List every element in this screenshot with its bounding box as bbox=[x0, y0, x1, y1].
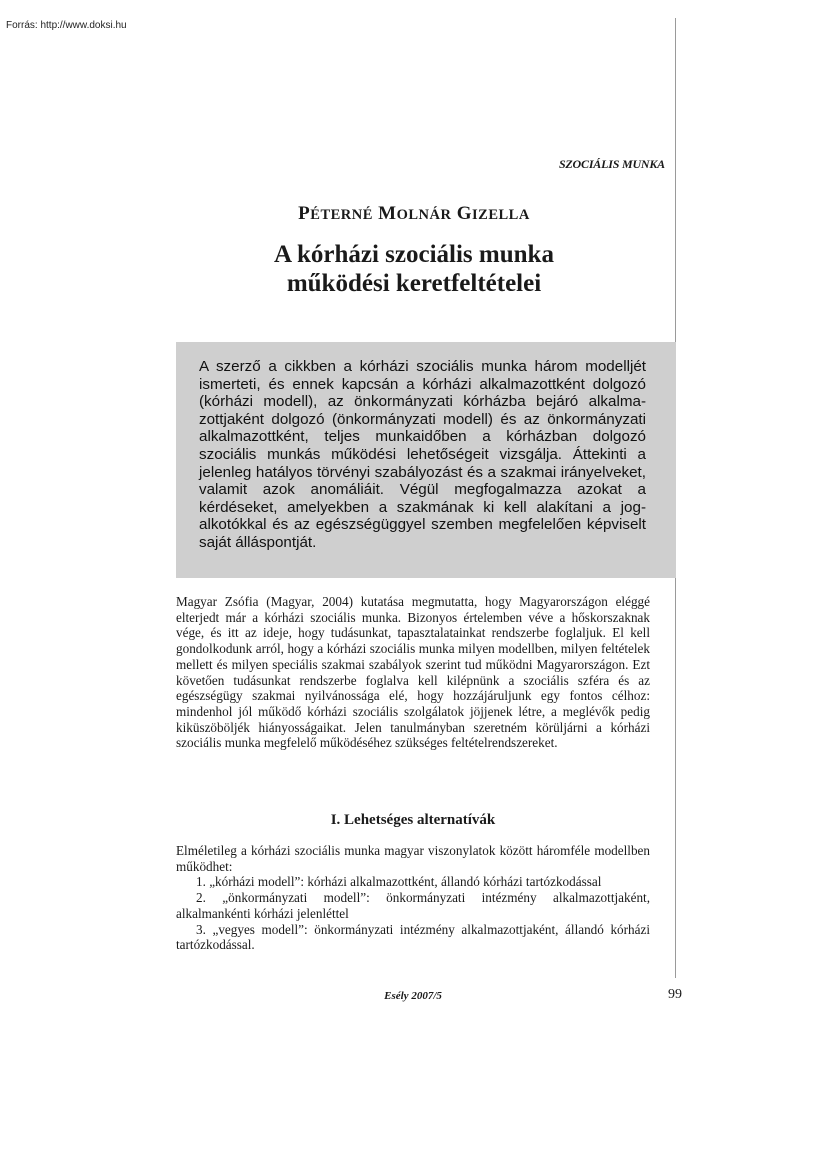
intro-paragraph bbox=[176, 594, 650, 751]
author-initial-3: G bbox=[456, 203, 473, 224]
section-label: SZOCIÁLIS MUNKA bbox=[558, 157, 665, 171]
author-rest-2: OLNÁR bbox=[396, 207, 452, 223]
model-item-1: 1. „kórházi modell”: kórházi alkalmazottként, állandó kórházi tartózkodással bbox=[196, 874, 602, 890]
model-item-3: 3. „vegyes modell”: önkormányzati intézmény alkalmazottjaként, állandó kórházi tartózkodással. bbox=[176, 921, 650, 953]
abstract-text: A szerző a cikkben a kórházi szociális munka három modelljét ismerteti, és ennek kapcsán a kórházi alkalmazottként dolgozó (kórházi modell), az önkormányzati kórházba bejáró alkalmazottjaként dolgozó (önkormányzati modell) és az önkormányzati alkalmazottként, teljes munkaidőben a kórházban dolgozó szociális munkás működési lehetőségeit vizsgálja. Áttekinti a jelenleg hatályos törvényi szabályozást és a szakmai irányelveket, valamit azok anomáliáit. Végül megfogalmazza azokat a kérdéseket, amelyekben a szakmának ki kell alakítani a jogalkotókkal és az egészségüggyel szemben megfelelően képviselt saját álláspontját. bbox=[199, 358, 646, 551]
page-number: 99 bbox=[668, 987, 682, 1002]
author-rest-1: ÉTERNÉ bbox=[310, 207, 373, 223]
alternatives-intro: Elméletileg a kórházi szociális munka magyar viszonylatok között háromféle modellben működhet: bbox=[176, 843, 650, 874]
source-note: Forrás: http://www.doksi.hu bbox=[6, 20, 127, 31]
author-rest-3: IZELLA bbox=[472, 207, 530, 223]
author-initial-2: M bbox=[378, 203, 397, 224]
author-name bbox=[176, 203, 652, 225]
model-item-2: 2. „önkormányzati modell”: önkormányzati intézmény alkalmazottjaként, alkalmankénti kórházi jelenléttel bbox=[176, 890, 650, 921]
abstract-box bbox=[176, 342, 676, 578]
title-line-2: működési keretfeltételei bbox=[286, 270, 542, 297]
intro-text: Magyar Zsófia (Magyar, 2004) kutatása megmutatta, hogy Magyarországon eléggé elterjedt már a kórházi szociális munka. Bizonyos értelemben véve a hőskorszaknak vége, és itt az ideje, hogy tudásunkat, tapasztalatainkat rendszerbe foglaljuk. El kell gondolkodunk arról, hogy a kórházi szociális munka milyen modellben, milyen feltételek mellett és milyen speciális szakmai szabályok szerint tud működni Magyarországon. Ezt követően tudásunkat rendszerbe foglalva kell kilépnünk a szociális szféra és az egészségügy szakmai nyilvánossága elé, hogy hozzájáruljunk egy fontos célhoz: mindenhol jól működő kórházi szociális szolgálatok jöjjenek létre, a meglévők pedig kiküszöböljék hiányosságaikat. Jelen tanulmányban szeretném körüljárni a kórházi szociális munka megfelelő működéséhez szükséges feltételrendszereket. bbox=[176, 594, 650, 751]
section-heading: I. Lehetséges alternatívák bbox=[330, 812, 496, 828]
title-line-1: A kórházi szociális munka bbox=[274, 241, 554, 268]
journal-footer: Esély 2007/5 bbox=[384, 990, 442, 1002]
article-title bbox=[176, 240, 652, 298]
author-initial-1: P bbox=[298, 203, 311, 224]
alternatives-block bbox=[176, 843, 650, 953]
